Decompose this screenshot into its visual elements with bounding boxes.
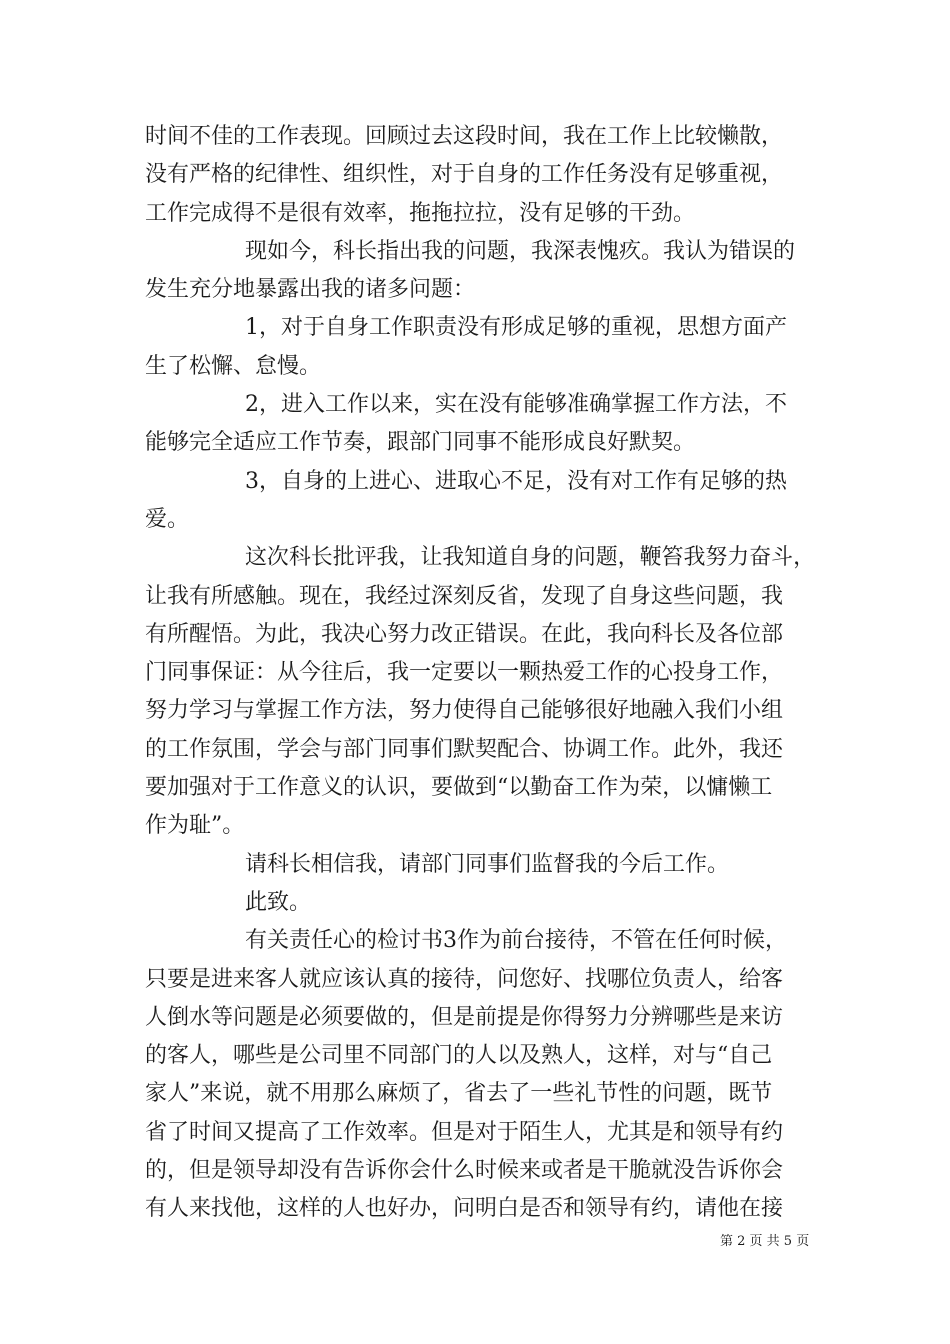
text-line: 能够完全适应工作节奏，跟部门同事不能形成良好默契。 [145,430,696,456]
text-line: 有人来找他，这样的人也好办，问明白是否和领导有约，请他在接 [145,1196,784,1222]
text-line: 人倒水等问题是必须要做的，但是前提是你得努力分辨哪些是来访 [145,1004,784,1030]
text-line: 3，自身的上进心、进取心不足，没有对工作有足够的热 [245,468,787,494]
text-line: 2，进入工作以来，实在没有能够准确掌握工作方法，不 [245,392,787,418]
text-line: 要加强对于工作意义的认识，要做到“以勤奋工作为荣，以慵懒工 [145,775,773,801]
text-line: 时间不佳的工作表现。回顾过去这段时间，我在工作上比较懒散， [145,124,784,149]
text-line: 的，但是领导却没有告诉你会什么时候来或者是干脆就没告诉你会 [145,1158,784,1184]
page-number-footer: 第 2 页 共 5 页 [720,1234,810,1249]
text-line: 的工作氛围，学会与部门同事们默契配合、协调工作。此外，我还 [145,736,784,762]
text-line: 1，对于自身工作职责没有形成足够的重视，思想方面产 [245,315,787,341]
text-line: 爱。 [145,506,190,532]
text-line: 让我有所感触。现在，我经过深刻反省，发现了自身这些问题，我 [145,583,784,609]
text-line: 生了松懈、怠慢。 [145,353,322,379]
text-line: 作为耻”。 [145,813,245,839]
text-line: 努力学习与掌握工作方法，努力使得自己能够很好地融入我们小组 [145,698,784,724]
text-line: 发生充分地暴露出我的诸多问题： [145,277,476,303]
text-line: 只要是进来客人就应该认真的接待，问您好、找哪位负责人，给客 [145,966,784,992]
text-line: 没有严格的纪律性、组织性，对于自身的工作任务没有足够重视， [145,162,784,188]
text-line: 这次科长批评我，让我知道自身的问题，鞭笞我努力奋斗， [245,545,815,571]
text-line: 此致。 [245,889,312,915]
text-line: 有所醒悟。为此，我决心努力改正错误。在此，我向科长及各位部 [145,621,784,647]
text-line: 的客人，哪些是公司里不同部门的人以及熟人，这样，对与“自己 [145,1043,773,1069]
text-line: 家人”来说，就不用那么麻烦了，省去了一些礼节性的问题，既节 [145,1081,773,1107]
document-body [145,118,815,1229]
text-line: 现如今，科长指出我的问题，我深表愧疚。我认为错误的 [245,238,796,264]
text-line: 门同事保证：从今往后，我一定要以一颗热爱工作的心投身工作， [145,660,784,686]
text-line: 请科长相信我，请部门同事们监督我的今后工作。 [245,851,730,877]
text-line: 省了时间又提高了工作效率。但是对于陌生人，尤其是和领导有约 [145,1119,784,1145]
text-line: 工作完成得不是很有效率，拖拖拉拉，没有足够的干劲。 [145,200,696,226]
text-line: 有关责任心的检讨书3作为前台接待，不管在任何时候， [245,928,787,954]
